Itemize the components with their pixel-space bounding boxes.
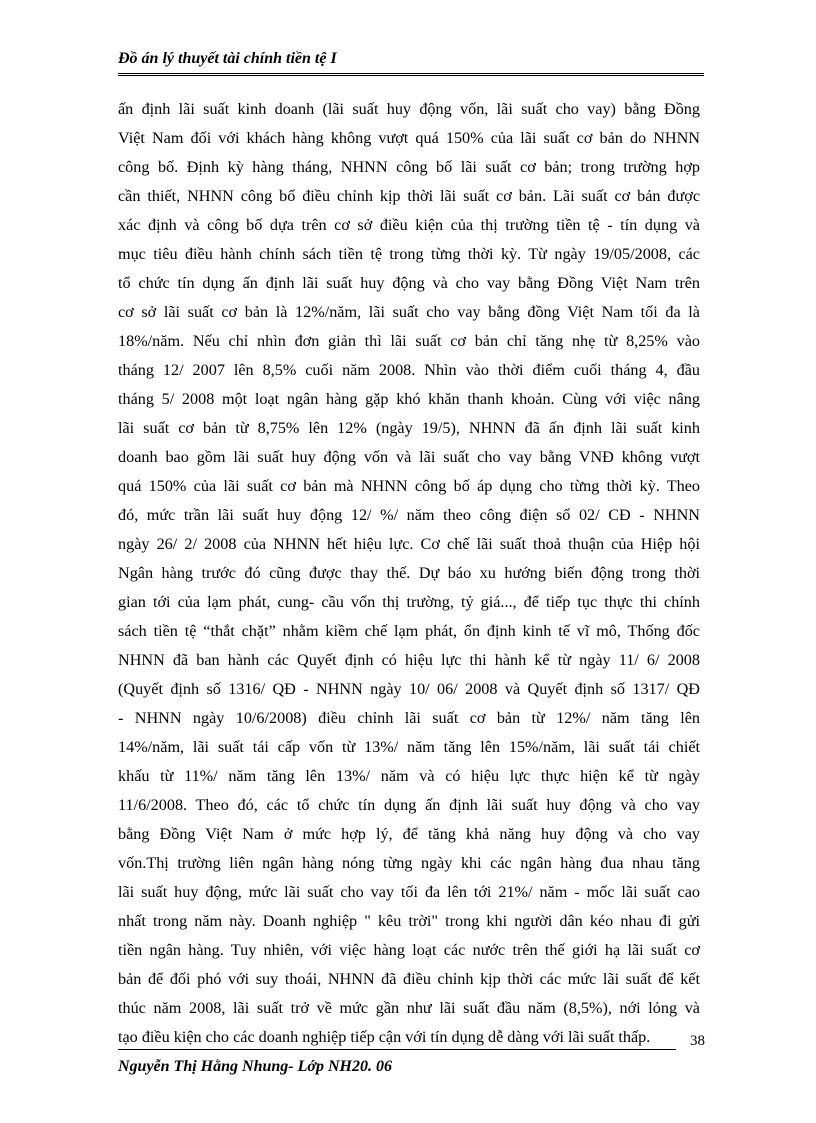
text-line: 14%/năm, lãi suất tái cấp vốn từ 13%/ năm tăng lên 15%/năm, lãi suất tái chiết [118,738,700,756]
text-line: thúc năm 2008, lãi suất trở về mức gần như lãi suất đầu năm (8,5%), nới lỏng và [118,999,700,1017]
text-line: lãi suất huy động, mức lãi suất cho vay tối đa lên tới 21%/ năm - mốc lãi suất cao [118,883,700,901]
text-line: Việt Nam đối với khách hàng không vượt quá 150% của lãi suất cơ bản do NHNN [118,129,700,147]
text-line: sách tiền tệ “thắt chặt” nhằm kiềm chế lạm phát, ổn định kinh tế vĩ mô, Thống đốc [118,622,700,640]
body-text [118,95,700,1052]
text-line: tiền ngân hàng. Tuy nhiên, với việc hàng loạt các nước trên thế giới hạ lãi suất cơ [118,941,700,959]
text-line: (Quyết định số 1316/ QĐ - NHNN ngày 10/ 06/ 2008 và Quyết định số 1317/ QĐ [118,680,700,698]
page-number: 38 [690,1033,705,1049]
text-line: quá 150% của lãi suất cơ bản mà NHNN công bố áp dụng cho từng thời kỳ. Theo [118,477,700,495]
text-line: gian tới của lạm phát, cung- cầu vốn thị trường, tỷ giá..., để tiếp tục thực thi chính [118,593,700,611]
header-divider [118,73,704,76]
text-line: tháng 12/ 2007 lên 8,5% cuối năm 2008. Nhìn vào thời điểm cuối tháng 4, đầu [118,361,700,379]
footer-author: Nguyễn Thị Hằng Nhung- Lớp NH20. 06 [118,1058,392,1075]
text-line: khấu từ 11%/ năm tăng lên 13%/ năm và có hiệu lực thực hiện kể từ ngày [118,767,700,785]
text-line: lãi suất cơ bản từ 8,75% lên 12% (ngày 19/5), NHNN đã ấn định lãi suất kinh [118,419,700,437]
text-line: cơ sở lãi suất cơ bản là 12%/năm, lãi suất cho vay bằng đồng Việt Nam tối đa là [118,303,700,321]
text-line: 11/6/2008. Theo đó, các tổ chức tín dụng ấn định lãi suất huy động và cho vay [118,796,700,814]
text-line: đó, mức trần lãi suất huy động 12/ %/ năm theo công điện số 02/ CĐ - NHNN [118,506,700,524]
text-line: ngày 26/ 2/ 2008 của NHNN hết hiệu lực. Cơ chế lãi suất thoả thuận của Hiệp hội [118,535,700,553]
text-line: NHNN đã ban hành các Quyết định có hiệu lực thi hành kể từ ngày 11/ 6/ 2008 [118,651,700,669]
text-line: tổ chức tín dụng ấn định lãi suất huy động và cho vay bằng Đồng Việt Nam trên [118,274,700,292]
text-line: nhất trong năm này. Doanh nghiệp " kêu trời" trong khi người dân kéo nhau đi gửi [118,912,700,930]
text-line: bản để đối phó với suy thoái, NHNN đã điều chỉnh kịp thời các mức lãi suất để kết [118,970,700,988]
text-line: vốn.Thị trường liên ngân hàng nóng từng ngày khi các ngân hàng đua nhau tăng [118,854,700,872]
page-header [118,48,704,70]
text-line: công bố. Định kỳ hàng tháng, NHNN công bố lãi suất cơ bản; trong trường hợp [118,158,700,176]
text-line: xác định và công bố dựa trên cơ sở điều kiện của thị trường tiền tệ - tín dụng và [118,216,700,234]
text-line: tạo điều kiện cho các doanh nghiệp tiếp cận với tín dụng dễ dàng với lãi suất thấp. [118,1028,651,1046]
document-title: Đồ án lý thuyết tài chính tiền tệ I [118,50,337,67]
text-line: doanh bao gồm lãi suất huy động vốn và lãi suất cho vay bằng VNĐ không vượt [118,448,700,466]
text-line: mục tiêu điều hành chính sách tiền tệ trong từng thời kỳ. Từ ngày 19/05/2008, các [118,245,700,263]
text-line: bằng Đồng Việt Nam ở mức hợp lý, để tăng khả năng huy động và cho vay [118,825,700,843]
text-line: ấn định lãi suất kinh doanh (lãi suất huy động vốn, lãi suất cho vay) bằng Đồng [118,100,700,118]
text-line: Ngân hàng trước đó cũng được thay thế. Dự báo xu hướng biến động trong thời [118,564,700,582]
text-line: 18%/năm. Nếu chỉ nhìn đơn giản thì lãi suất cơ bản chỉ tăng nhẹ từ 8,25% vào [118,332,700,350]
text-line: - NHNN ngày 10/6/2008) điều chỉnh lãi suất cơ bản từ 12%/ năm tăng lên [118,709,700,727]
footer-divider [118,1049,676,1050]
text-line: tháng 5/ 2008 một loạt ngân hàng gặp khó khăn thanh khoản. Cùng với việc nâng [118,390,700,408]
text-line: cần thiết, NHNN công bố điều chỉnh kịp thời lãi suất cơ bản. Lãi suất cơ bản được [118,187,700,205]
